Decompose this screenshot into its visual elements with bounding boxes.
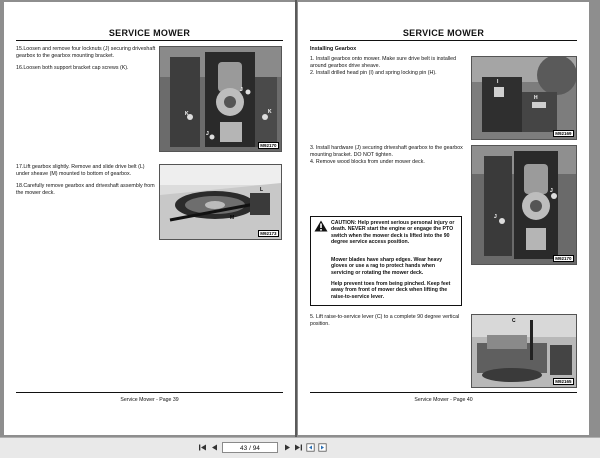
figure-pins <box>471 56 577 140</box>
page-39 <box>4 2 295 435</box>
callout-label: I <box>497 79 499 85</box>
back-view-icon[interactable] <box>306 443 315 452</box>
figure-id: M92170 <box>258 142 279 149</box>
caution-paragraph-2: Mower blades have sharp edges. Wear heavy gloves or use a rag to protect hands when servicing or rotating the mower deck. <box>331 257 443 276</box>
callout-label: K <box>185 111 189 117</box>
page-title: SERVICE MOWER <box>402 28 485 38</box>
footer-rule <box>310 392 577 393</box>
figure-drive-belt <box>159 164 282 240</box>
forward-view-icon[interactable] <box>318 443 327 452</box>
install-step-2: 2. Install drilled head pin (I) and spring locking pin (H). <box>310 70 437 76</box>
callout-label: H <box>534 95 538 101</box>
page-footer: Service Mower - Page 40 <box>414 397 473 403</box>
warning-triangle-icon <box>314 220 328 232</box>
previous-page-icon[interactable] <box>210 443 219 452</box>
callout-label: J <box>240 87 243 93</box>
caution-box <box>310 216 462 306</box>
footer-rule <box>16 392 283 393</box>
figure-id: M92169 <box>553 130 574 137</box>
callout-label: K <box>268 109 272 115</box>
callout-label: J <box>206 131 209 137</box>
step-15: 15.Loosen and remove four locknuts (J) securing driveshaft gearbox to the gearbox mounting bracket. <box>16 46 156 59</box>
page-gutter <box>295 0 297 437</box>
next-page-icon[interactable] <box>283 443 292 452</box>
figure-hardware <box>471 145 577 265</box>
callout-label: J <box>494 214 497 220</box>
caution-paragraph-1: CAUTION: Help prevent serious personal injury or death. NEVER start the engine or engage the PTO switch when the mower deck is lifted into the 90 degree service access position. <box>331 220 455 245</box>
page-40 <box>298 2 589 435</box>
page-title: SERVICE MOWER <box>108 28 191 38</box>
callout-label: J <box>550 188 553 194</box>
callout-label: M <box>230 215 235 221</box>
install-step-5: 5. Lift raise-to-service lever (C) to a complete 90 degree vertical position. <box>310 314 460 327</box>
install-step-4: 4. Remove wood blocks from under mower deck. <box>310 159 425 165</box>
page-number-input[interactable]: 43 / 94 <box>222 442 278 453</box>
first-page-icon[interactable] <box>198 443 207 452</box>
figure-raise-lever <box>471 314 577 388</box>
step-17: 17.Lift gearbox slightly. Remove and slide drive belt (L) under sheave (M) mounted to bottom of gearbox. <box>16 164 145 177</box>
caution-paragraph-3: Help prevent toes from being pinched. Keep feet away from front of mower deck when lifting the raise-to-service lever. <box>331 281 451 300</box>
figure-id: M92170 <box>553 255 574 262</box>
title-rule <box>310 40 577 41</box>
step-16: 16.Loosen both support bracket cap screws (K). <box>16 65 129 71</box>
figure-gearbox-locknuts <box>159 46 282 152</box>
section-heading: Installing Gearbox <box>310 46 357 52</box>
figure-id: M92165 <box>553 378 574 385</box>
callout-label: L <box>260 187 264 193</box>
navigation-toolbar <box>0 437 600 458</box>
figure-id: M92173 <box>258 230 279 237</box>
step-18: 18.Carefully remove gearbox and driveshaft assembly from the mower deck. <box>16 183 155 196</box>
install-step-1: 1. Install gearbox onto mower. Make sure drive belt is installed around gearbox drive sheave. <box>310 56 457 69</box>
install-step-3: 3. Install hardware (J) securing driveshaft gearbox to the gearbox mounting bracket. DO NOT tighten. <box>310 145 463 158</box>
callout-label: C <box>512 318 516 324</box>
last-page-icon[interactable] <box>294 443 303 452</box>
page-footer: Service Mower - Page 39 <box>120 397 179 403</box>
title-rule <box>16 40 283 41</box>
